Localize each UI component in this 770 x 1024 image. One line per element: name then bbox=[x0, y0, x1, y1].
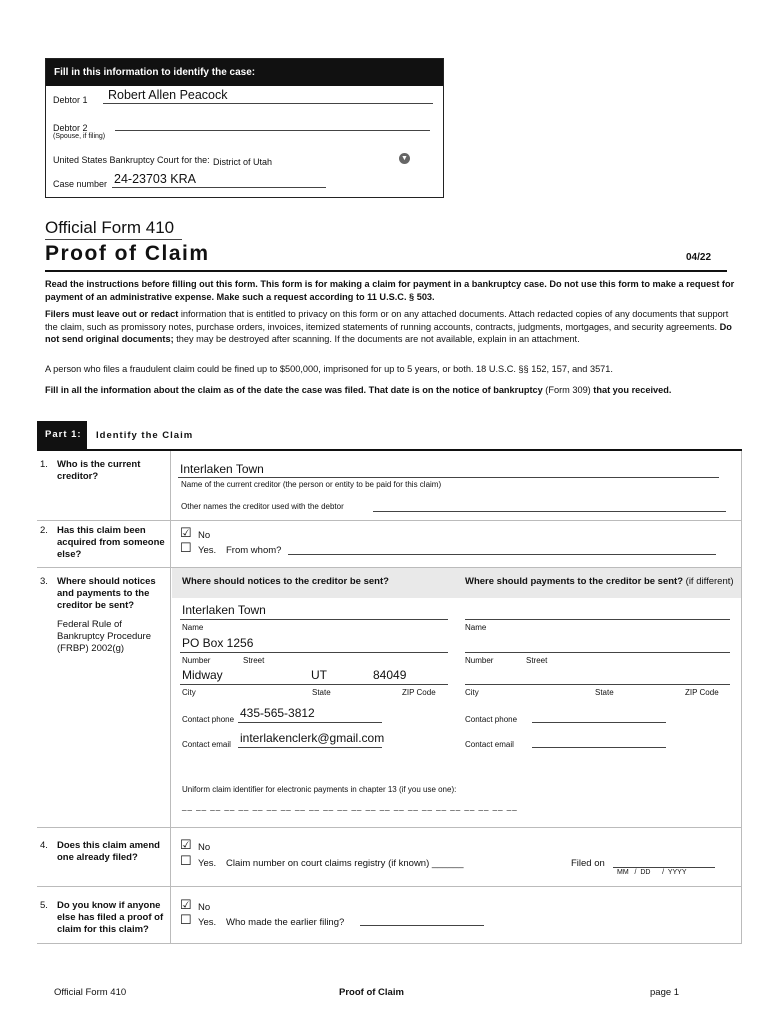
q3-payment-phone-field[interactable] bbox=[532, 713, 666, 723]
q2-label: Has this claim been acquired from someone else? bbox=[57, 525, 165, 560]
footer-page-number: page 1 bbox=[650, 987, 680, 998]
q1-sub: Name of the current creditor (the person or entity to be paid for this claim) bbox=[181, 480, 442, 489]
q3-notice-state-value: UT bbox=[311, 668, 327, 682]
q3-payment-name-field[interactable] bbox=[465, 602, 730, 620]
q5-label: Do you know if anyone else has filed a proof of claim for this claim? bbox=[57, 900, 164, 935]
q3-notice-city-label: City bbox=[182, 688, 196, 697]
q3-label: Where should notices and payments to the creditor be sent? bbox=[57, 576, 156, 611]
q3-payment-zip-label: ZIP Code bbox=[685, 688, 719, 697]
part1-tab: Part 1: bbox=[37, 421, 87, 449]
debtor1-label: Debtor 1 bbox=[53, 95, 88, 105]
q3-payment-email-field[interactable] bbox=[532, 738, 666, 748]
q3-notice-phone-field[interactable] bbox=[238, 706, 382, 723]
q3-notice-email-value: interlakenclerk@gmail.com bbox=[240, 731, 385, 745]
debtor1-field[interactable] bbox=[103, 88, 433, 104]
q3-payment-street-label: Street bbox=[526, 656, 548, 665]
q4-no-label: No bbox=[198, 842, 211, 853]
q3-notice-email-field[interactable] bbox=[238, 731, 385, 748]
instruction-2 bbox=[45, 308, 735, 346]
part1-rule bbox=[37, 449, 742, 451]
instruction-2-a: information that is entitled to privacy on this form or on any attached documents. Attach redacted copies of any documents that support the claim, such as promissory notes, purchase orders, invoices, itemized statements of running accounts, contracts, judgments, mortgages, and security agreements. bbox=[45, 309, 729, 332]
q3-payment-state-label: State bbox=[595, 688, 614, 697]
instruction-2-bold2: Do not send original documents; bbox=[45, 321, 732, 344]
row-divider-3 bbox=[37, 827, 742, 828]
q4-label: Does this claim amend one already filed? bbox=[57, 840, 160, 863]
q4-yes-label: Yes. bbox=[198, 858, 217, 869]
q2-number: 2. bbox=[40, 525, 48, 536]
q3-notice-email-label: Contact email bbox=[182, 740, 231, 749]
q2-yes-checkbox[interactable]: ☐ bbox=[180, 540, 192, 555]
q2-from-whom-field[interactable] bbox=[288, 544, 716, 555]
form-date: 04/22 bbox=[686, 252, 712, 263]
instruction-4-b: (Form 309) bbox=[545, 385, 591, 395]
q3-payment-city-field[interactable] bbox=[465, 667, 730, 685]
q3-notices-heading: Where should notices to the creditor be sent? bbox=[182, 576, 389, 587]
q5-earlier-filing-label: Who made the earlier filing? bbox=[226, 917, 345, 928]
q3-notice-state-label: State bbox=[312, 688, 331, 697]
q5-no-checkbox[interactable]: ☑ bbox=[180, 897, 192, 912]
instruction-2-b: they may be destroyed after scanning. If the documents are not available, explain in an attachment. bbox=[173, 334, 580, 344]
q5-earlier-filing-field[interactable] bbox=[360, 916, 484, 926]
case-info-header: Fill in this information to identify the case: bbox=[46, 59, 443, 86]
instruction-2-bold: Filers must leave out or redact bbox=[45, 309, 179, 319]
q4-yes-checkbox[interactable]: ☐ bbox=[180, 853, 192, 868]
q3-payment-city-label: City bbox=[465, 688, 479, 697]
q3-notice-zip-value: 84049 bbox=[373, 668, 407, 682]
q3-notice-city-field[interactable] bbox=[180, 667, 448, 685]
right-border bbox=[741, 451, 742, 944]
q4-filed-on-field[interactable] bbox=[613, 858, 715, 868]
form-name-rule bbox=[45, 239, 182, 240]
q5-no-label: No bbox=[198, 902, 211, 913]
form-name: Official Form 410 bbox=[45, 218, 175, 237]
question-column-divider bbox=[170, 451, 171, 944]
bottom-border bbox=[37, 943, 742, 944]
debtor2-sub: (Spouse, if filing) bbox=[53, 133, 106, 140]
q5-number: 5. bbox=[40, 900, 48, 911]
footer-title: Proof of Claim bbox=[339, 987, 404, 998]
q1-other-names-field[interactable] bbox=[373, 502, 726, 512]
q3-rule: Federal Rule of Bankruptcy Procedure (FRBP) 2002(g) bbox=[57, 619, 151, 654]
q3-notice-street-value: PO Box 1256 bbox=[182, 636, 254, 650]
q3-uci-label: Uniform claim identifier for electronic payments in chapter 13 (if you use one): bbox=[182, 785, 457, 794]
q3-notice-name-label: Name bbox=[182, 623, 204, 632]
q3-notice-name-field[interactable] bbox=[180, 602, 448, 620]
q3-notice-street-label: Street bbox=[243, 656, 265, 665]
q4-number: 4. bbox=[40, 840, 48, 851]
instruction-4-c: that you received. bbox=[590, 385, 672, 395]
debtor2-field[interactable] bbox=[115, 117, 430, 131]
q3-payment-phone-label: Contact phone bbox=[465, 715, 518, 724]
footer-form-name: Official Form 410 bbox=[54, 987, 127, 998]
court-value[interactable]: District of Utah bbox=[213, 157, 273, 167]
case-number-label: Case number bbox=[53, 179, 108, 189]
q3-notice-city-value: Midway bbox=[182, 668, 223, 682]
debtor2-label: Debtor 2 bbox=[53, 123, 88, 133]
q2-no-checkbox[interactable]: ☑ bbox=[180, 525, 192, 540]
q3-notice-phone-value: 435-565-3812 bbox=[240, 706, 315, 720]
q3-payments-heading-rest: (if different) bbox=[683, 576, 734, 587]
q3-notice-number-label: Number bbox=[182, 656, 211, 665]
instruction-3: A person who files a fraudulent claim could be fined up to $500,000, imprisoned for up to 5 years, or both. 18 U.S.C. §§ 152, 157, and 3571. bbox=[45, 364, 613, 374]
chevron-down-icon[interactable]: ▼ bbox=[399, 153, 410, 164]
q3-payments-heading-bold: Where should payments to the creditor be sent? bbox=[465, 576, 684, 587]
row-divider-1 bbox=[37, 520, 742, 521]
q1-other-names-label: Other names the creditor used with the debtor bbox=[181, 502, 344, 511]
q1-label: Who is the current creditor? bbox=[57, 459, 141, 482]
q3-payment-number-label: Number bbox=[465, 656, 494, 665]
q3-uci-field[interactable]: __ __ __ __ __ __ __ __ __ __ __ __ __ __ __ __ __ __ __ __ __ __ __ __ bbox=[182, 802, 518, 811]
q3-notice-name-value: Interlaken Town bbox=[182, 603, 266, 617]
q3-notice-street-field[interactable] bbox=[180, 635, 448, 653]
q1-number: 1. bbox=[40, 459, 48, 470]
q5-yes-checkbox[interactable]: ☐ bbox=[180, 912, 192, 927]
q3-notice-zip-label: ZIP Code bbox=[402, 688, 436, 697]
case-number-value: 24-23703 KRA bbox=[114, 172, 197, 186]
q4-date-hint: MM / DD / YYYY bbox=[617, 869, 687, 876]
q3-payments-heading bbox=[465, 576, 735, 588]
q4-no-checkbox[interactable]: ☑ bbox=[180, 837, 192, 852]
q4-claim-number-field[interactable]: Claim number on court claims registry (if known) ______ bbox=[226, 858, 464, 869]
q3-notice-phone-label: Contact phone bbox=[182, 715, 235, 724]
title-rule bbox=[45, 270, 727, 272]
q3-payment-name-label: Name bbox=[465, 623, 487, 632]
q5-yes-label: Yes. bbox=[198, 917, 217, 928]
case-number-field[interactable] bbox=[112, 172, 326, 188]
part1-title: Identify the Claim bbox=[96, 430, 194, 441]
q2-from-whom-label: From whom? bbox=[226, 545, 282, 556]
q3-payment-email-label: Contact email bbox=[465, 740, 514, 749]
instruction-4-a: Fill in all the information about the claim as of the date the case was filed. That date is on the notice of bankruptcy bbox=[45, 385, 546, 395]
instruction-1: Read the instructions before filling out this form. This form is for making a claim for payment in a bankruptcy case. Do not use this form to make a request for payment of an administrative expense. Make such a request according to 11 U.S.C. § 503. bbox=[45, 279, 735, 302]
q3-payment-street-field[interactable] bbox=[465, 635, 730, 653]
q1-creditor-value: Interlaken Town bbox=[180, 462, 264, 476]
q2-yes-label: Yes. bbox=[198, 545, 217, 556]
instruction-4 bbox=[45, 384, 735, 397]
page-title: Proof of Claim bbox=[45, 242, 210, 265]
q3-number: 3. bbox=[40, 576, 48, 587]
q4-filed-on-label: Filed on bbox=[571, 858, 605, 869]
row-divider-4 bbox=[37, 886, 742, 887]
debtor1-value: Robert Allen Peacock bbox=[108, 88, 228, 102]
q2-no-label: No bbox=[198, 530, 211, 541]
court-label: United States Bankruptcy Court for the: bbox=[53, 155, 210, 165]
q1-creditor-field[interactable] bbox=[178, 462, 719, 478]
